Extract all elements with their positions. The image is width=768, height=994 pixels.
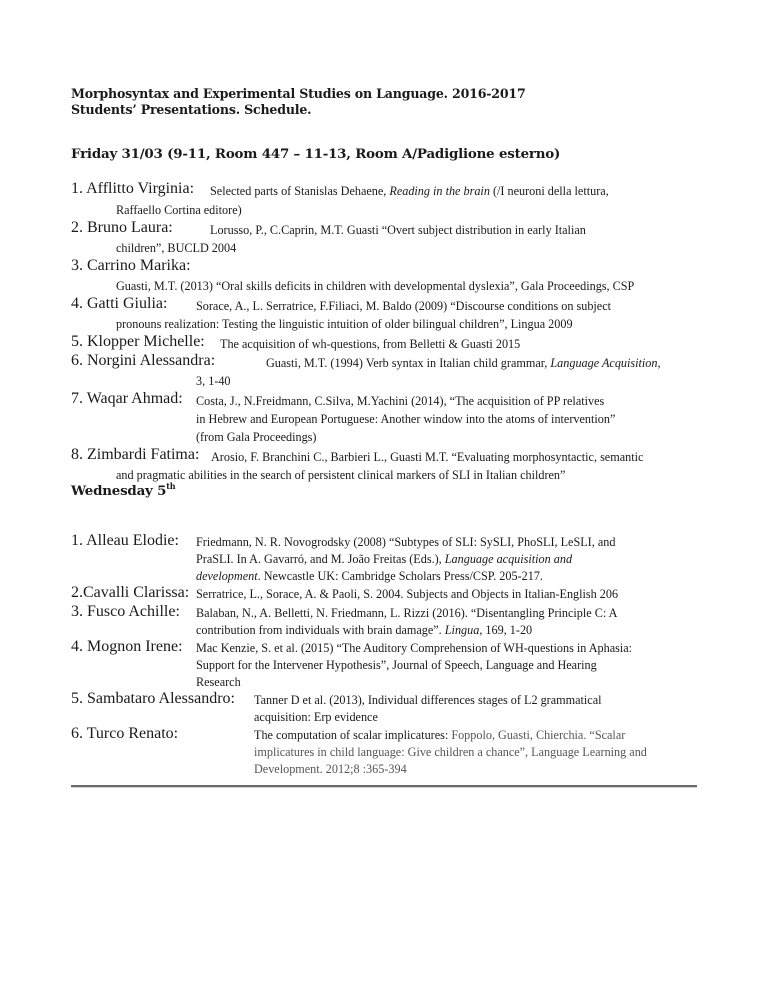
student-name: 1. Alleau Elodie: <box>71 532 179 549</box>
section-heading-text: Wednesday 5 <box>71 483 167 499</box>
document-subtitle: Students’ Presentations. Schedule. <box>71 102 312 117</box>
citation: Balaban, N., A. Belletti, N. Friedmann, L. Rizzi (2016). “Disentangling Principle C: A <box>196 606 618 620</box>
citation-journal: Lingua <box>444 623 480 637</box>
student-name: 3. Carrino Marika: <box>71 257 191 274</box>
citation-text: , 169, 1-20 <box>479 623 533 637</box>
citation: Costa, J., N.Freidmann, C.Silva, M.Yachini (2014), “The acquisition of PP relatives <box>196 394 605 408</box>
student-name: 5. Klopper Michelle: <box>71 333 205 350</box>
section-heading-wednesday <box>71 481 175 499</box>
citation-text: Foppolo, Guasti, Chierchia. “Scalar <box>451 728 626 742</box>
citation-text: PraSLI. In A. Gavarró, and M. João Freitas (Eds.), <box>196 552 445 566</box>
student-name: 2. Bruno Laura: <box>71 219 173 236</box>
citation-continuation: (from Gala Proceedings) <box>196 430 317 444</box>
citation <box>254 728 625 743</box>
student-name: 4. Mognon Irene: <box>71 638 183 655</box>
citation-continuation: Raffaello Cortina editore) <box>116 203 242 217</box>
student-name: 4. Gatti Giulia: <box>71 295 168 312</box>
student-name: 6. Turco Renato: <box>71 725 179 742</box>
citation-continuation <box>196 623 532 638</box>
student-name: 2.Cavalli Clarissa: <box>71 584 190 601</box>
document-title: Morphosyntax and Experimental Studies on Language. 2016-2017 <box>71 86 526 101</box>
citation <box>266 356 661 371</box>
citation <box>210 184 609 199</box>
citation: Sorace, A., L. Serratrice, F.Filiaci, M. Baldo (2009) “Discourse conditions on subject <box>196 299 612 313</box>
citation: Arosio, F. Branchini C., Barbieri L., Guasti M.T. “Evaluating morphosyntactic, semantic <box>211 450 644 464</box>
student-name: 6. Norgini Alessandra: <box>71 352 216 369</box>
citation: Lorusso, P., C.Caprin, M.T. Guasti “Overt subject distribution in early Italian <box>210 223 586 237</box>
citation-continuation: implicatures in child language: Give children a chance”, Language Learning and <box>254 745 647 759</box>
citation-continuation: pronouns realization: Testing the linguistic intuition of older bilingual children”, Lingua 2009 <box>116 317 573 331</box>
citation-continuation: children”, BUCLD 2004 <box>116 241 237 255</box>
citation-continuation: acquisition: Erp evidence <box>254 710 378 724</box>
citation-text: Selected parts of Stanislas Dehaene, <box>210 184 390 198</box>
citation-continuation: Research <box>196 675 241 689</box>
citation-text: contribution from individuals with brain damage”. <box>196 623 445 637</box>
citation: Mac Kenzie, S. et al. (2015) “The Auditory Comprehension of WH-questions in Aphasia: <box>196 641 633 655</box>
citation: Tanner D et al. (2013), Individual differences stages of L2 grammatical <box>254 693 602 707</box>
citation-title: Language acquisition and <box>444 552 573 566</box>
citation-text: , <box>657 356 661 370</box>
citation: Serratrice, L., Sorace, A. & Paoli, S. 2004. Subjects and Objects in Italian-English 206 <box>196 587 619 601</box>
citation-text: Guasti, M.T. (1994) Verb syntax in Italian child grammar, <box>266 356 551 370</box>
student-name: 7. Waqar Ahmad: <box>71 390 183 407</box>
ordinal-suffix: th <box>166 481 176 491</box>
student-name: 1. Afflitto Virginia: <box>71 180 195 197</box>
citation-continuation: 3, 1-40 <box>196 374 231 388</box>
student-name: 8. Zimbardi Fatima: <box>71 446 200 463</box>
student-name: 5. Sambataro Alessandro: <box>71 690 235 707</box>
citation-title: development <box>196 569 258 583</box>
citation-title: Reading in the brain <box>389 184 490 198</box>
student-name: 3. Fusco Achille: <box>71 603 180 620</box>
citation-continuation: in Hebrew and European Portuguese: Another window into the atoms of intervention” <box>196 412 616 426</box>
citation: Friedmann, N. R. Novogrodsky (2008) “Subtypes of SLI: SySLI, PhoSLI, LeSLI, and <box>196 535 616 549</box>
citation-text: . Newcastle UK: Cambridge Scholars Press/CSP. 205-217. <box>257 569 543 583</box>
horizontal-divider <box>71 785 697 788</box>
citation: Guasti, M.T. (2013) “Oral skills deficits in children with developmental dyslexia”, Gala Proceedings, CSP <box>116 279 635 293</box>
section-heading-friday: Friday 31/03 (9-11, Room 447 – 11-13, Room A/Padiglione esterno) <box>71 146 561 162</box>
citation-text: (/I neuroni della lettura, <box>489 184 609 198</box>
citation-continuation <box>196 569 543 584</box>
citation-journal: Language Acquisition <box>550 356 658 370</box>
citation-text: The computation of scalar implicatures: <box>254 728 452 742</box>
citation-continuation <box>196 552 572 567</box>
citation-continuation: Development. 2012;8 :365-394 <box>254 762 407 776</box>
citation: The acquisition of wh-questions, from Belletti & Guasti 2015 <box>220 337 521 351</box>
citation-continuation: and pragmatic abilities in the search of persistent clinical markers of SLI in Italian children” <box>116 468 566 482</box>
citation-continuation: Support for the Intervener Hypothesis”, Journal of Speech, Language and Hearing <box>196 658 597 672</box>
